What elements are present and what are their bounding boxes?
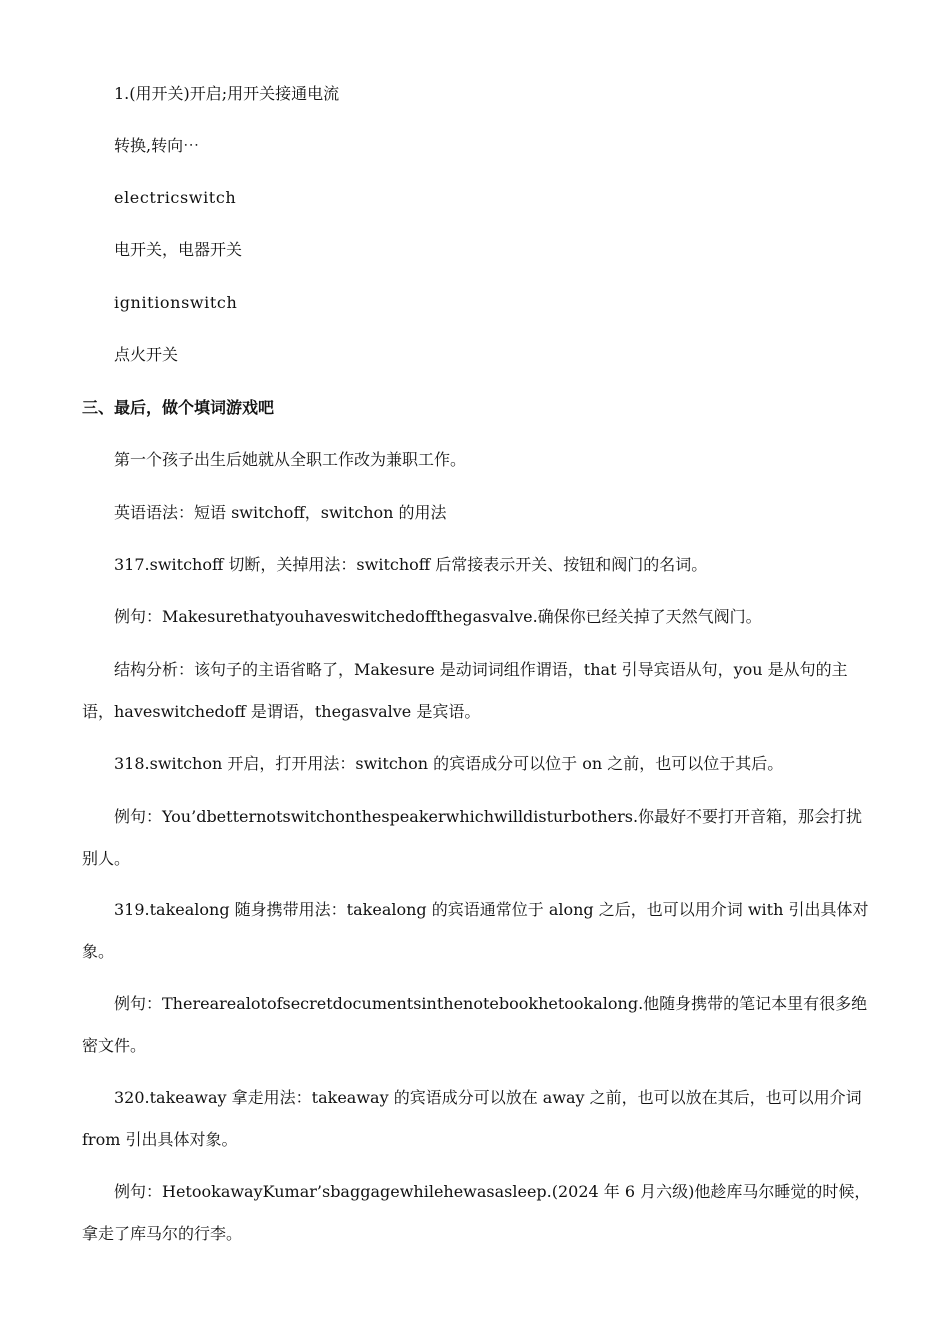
paragraph-15: 例句：Therearealotofsecretdocumentsinthenotebookhetookalong.他随身携带的笔记本里有很多绝密文件。 (82, 994, 868, 1055)
paragraph-8: 英语语法：短语 switchoff，switchon 的用法 (114, 503, 447, 522)
paragraph-12: 318.switchon 开启，打开用法：switchon 的宾语成分可以位于 on 之前，也可以位于其后。 (114, 754, 784, 773)
paragraph-10: 例句：Makesurethatyouhaveswitchedoffthegasvalve.确保你已经关掉了天然气阀门。 (114, 607, 762, 626)
section-heading-3: 三、最后，做个填词游戏吧 (82, 398, 275, 417)
paragraph-13: 例句：You’dbetternotswitchonthespeakerwhichwilldisturbothers.你最好不要打开音箱，那会打扰别人。 (82, 807, 863, 868)
paragraph-6: 点火开关 (114, 345, 179, 364)
paragraph-4: 电开关，电器开关 (114, 240, 243, 259)
paragraph-16: 320.takeaway 拿走用法：takeaway 的宾语成分可以放在 away 之前，也可以放在其后，也可以用介词 from 引出具体对象。 (82, 1088, 862, 1149)
paragraph-9: 317.switchoff 切断，关掉用法：switchoff 后常接表示开关、按钮和阀门的名词。 (114, 555, 708, 574)
paragraph-5: ignitionswitch (114, 293, 238, 312)
paragraph-11: 结构分析：该句子的主语省略了，Makesure 是动词词组作谓语，that 引导宾语从句，you 是从句的主语，haveswitchedoff 是谓语，thegasvalve 是宾语。 (82, 660, 848, 721)
paragraph-1: 1.(用开关)开启;用开关接通电流 (114, 84, 340, 103)
paragraph-14: 319.takealong 随身携带用法：takealong 的宾语通常位于 along 之后，也可以用介词 with 引出具体对象。 (82, 900, 869, 961)
paragraph-3: electricswitch (114, 188, 237, 207)
paragraph-7: 第一个孩子出生后她就从全职工作改为兼职工作。 (114, 450, 467, 469)
paragraph-2: 转换,转向⋯ (114, 136, 200, 155)
paragraph-17: 例句：HetookawayKumar’sbaggagewhilehewasasleep.(2024 年 6 月六级)他趁库马尔睡觉的时候，拿走了库马尔的行李。 (82, 1182, 871, 1243)
